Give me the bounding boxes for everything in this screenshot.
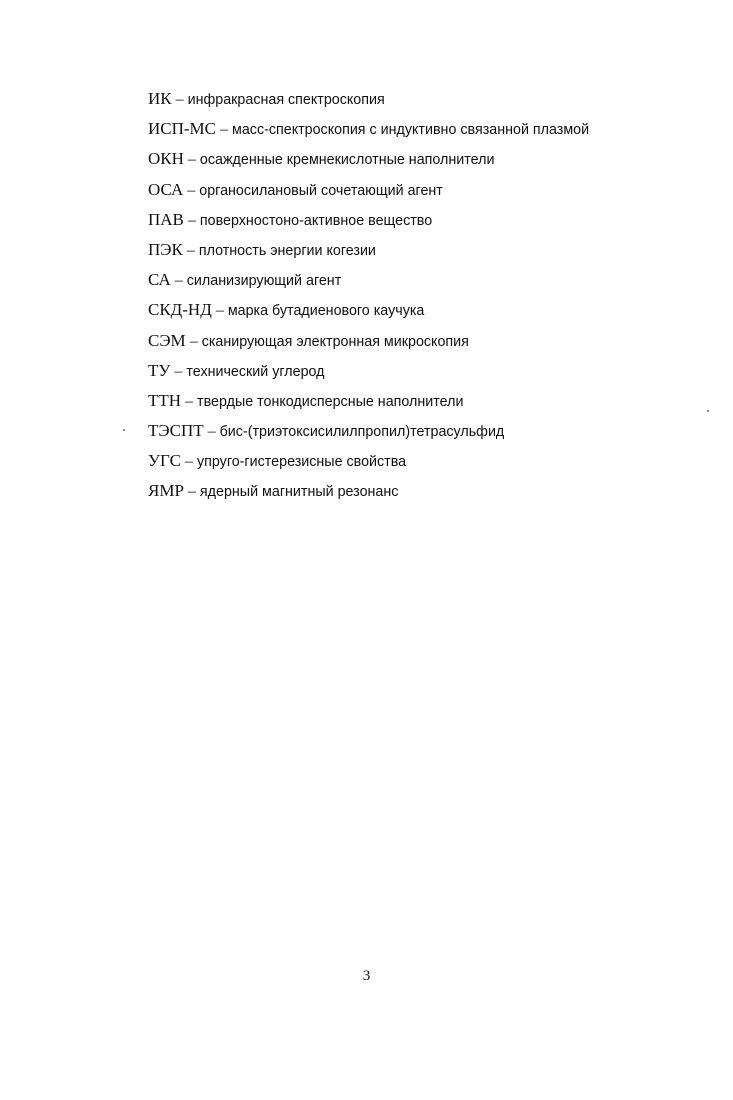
abbreviation-item [148,420,589,450]
abbreviation-term: ТТН [148,390,182,410]
abbreviation-term: ОСА [148,179,184,199]
abbreviation-definition: осажденные кремнекислотные наполнители [199,152,495,169]
abbreviation-item [148,360,589,390]
abbreviation-definition: твердые тонкодисперсные наполнители [197,393,464,410]
abbreviation-item [148,480,589,510]
abbreviation-definition: инфракрасная спектроскопия [187,92,385,108]
abbreviation-term: СКД-НД [148,300,212,320]
abbreviation-item [148,209,589,239]
abbreviation-separator: – [203,423,220,441]
abbreviation-item [148,450,589,480]
abbreviation-term: ТУ [148,360,171,380]
abbreviation-separator: – [183,181,200,199]
abbreviation-item [148,239,589,269]
abbreviation-separator: – [185,332,202,350]
abbreviation-separator: – [183,151,200,169]
abbreviation-item [148,179,589,209]
abbreviation-item [148,299,589,329]
abbreviation-definition: марка бутадиенового каучука [227,303,425,320]
abbreviation-separator: – [171,91,188,108]
abbreviation-term: СЭМ [148,330,186,350]
abbreviation-separator: – [181,392,198,410]
abbreviation-definition: силанизирующий агент [186,273,342,290]
abbreviation-term: ИК [148,89,172,108]
abbreviation-term: ПАВ [148,209,184,229]
abbreviation-definition: бис-(триэтоксисилилпропил)тетрасульфид [219,424,505,441]
abbreviation-term: УГС [148,451,181,471]
abbreviation-separator: – [180,453,197,471]
abbreviation-item [148,148,589,178]
abbreviation-item [148,88,589,118]
abbreviation-item [148,118,589,148]
abbreviation-separator: – [170,272,187,290]
abbreviation-term: ЯМР [148,481,184,501]
page-number: 3 [362,968,371,984]
abbreviation-separator: – [211,302,228,320]
abbreviation-definition: сканирующая электронная микроскопия [201,333,469,350]
abbreviation-item [148,390,589,420]
abbreviation-list [148,88,589,511]
abbreviation-definition: поверхностоно-активное вещество [199,212,433,229]
abbreviation-term: ОКН [148,149,184,169]
abbreviation-item [148,330,589,360]
abbreviation-definition: органосилановый сочетающий агент [199,182,443,199]
abbreviation-definition: технический углерод [186,363,325,380]
scan-speck [123,429,125,431]
abbreviation-definition: ядерный магнитный резонанс [199,484,399,501]
scan-speck [707,410,709,412]
abbreviation-separator: – [183,211,200,229]
abbreviation-term: ИСП-МС [148,119,217,139]
abbreviation-separator: – [216,121,233,139]
abbreviation-term: ПЭК [148,239,183,259]
abbreviation-separator: – [183,483,200,501]
abbreviation-term: СА [148,270,171,290]
abbreviation-term: ТЭСПТ [148,421,204,441]
abbreviation-definition: масс-спектроскопия с индуктивно связанной плазмой [232,122,590,139]
abbreviation-definition: плотность энергии когезии [198,242,376,259]
abbreviation-separator: – [182,241,199,259]
abbreviation-definition: упруго-гистерезисные свойства [196,454,407,471]
abbreviation-separator: – [170,362,187,380]
abbreviation-item [148,269,589,299]
